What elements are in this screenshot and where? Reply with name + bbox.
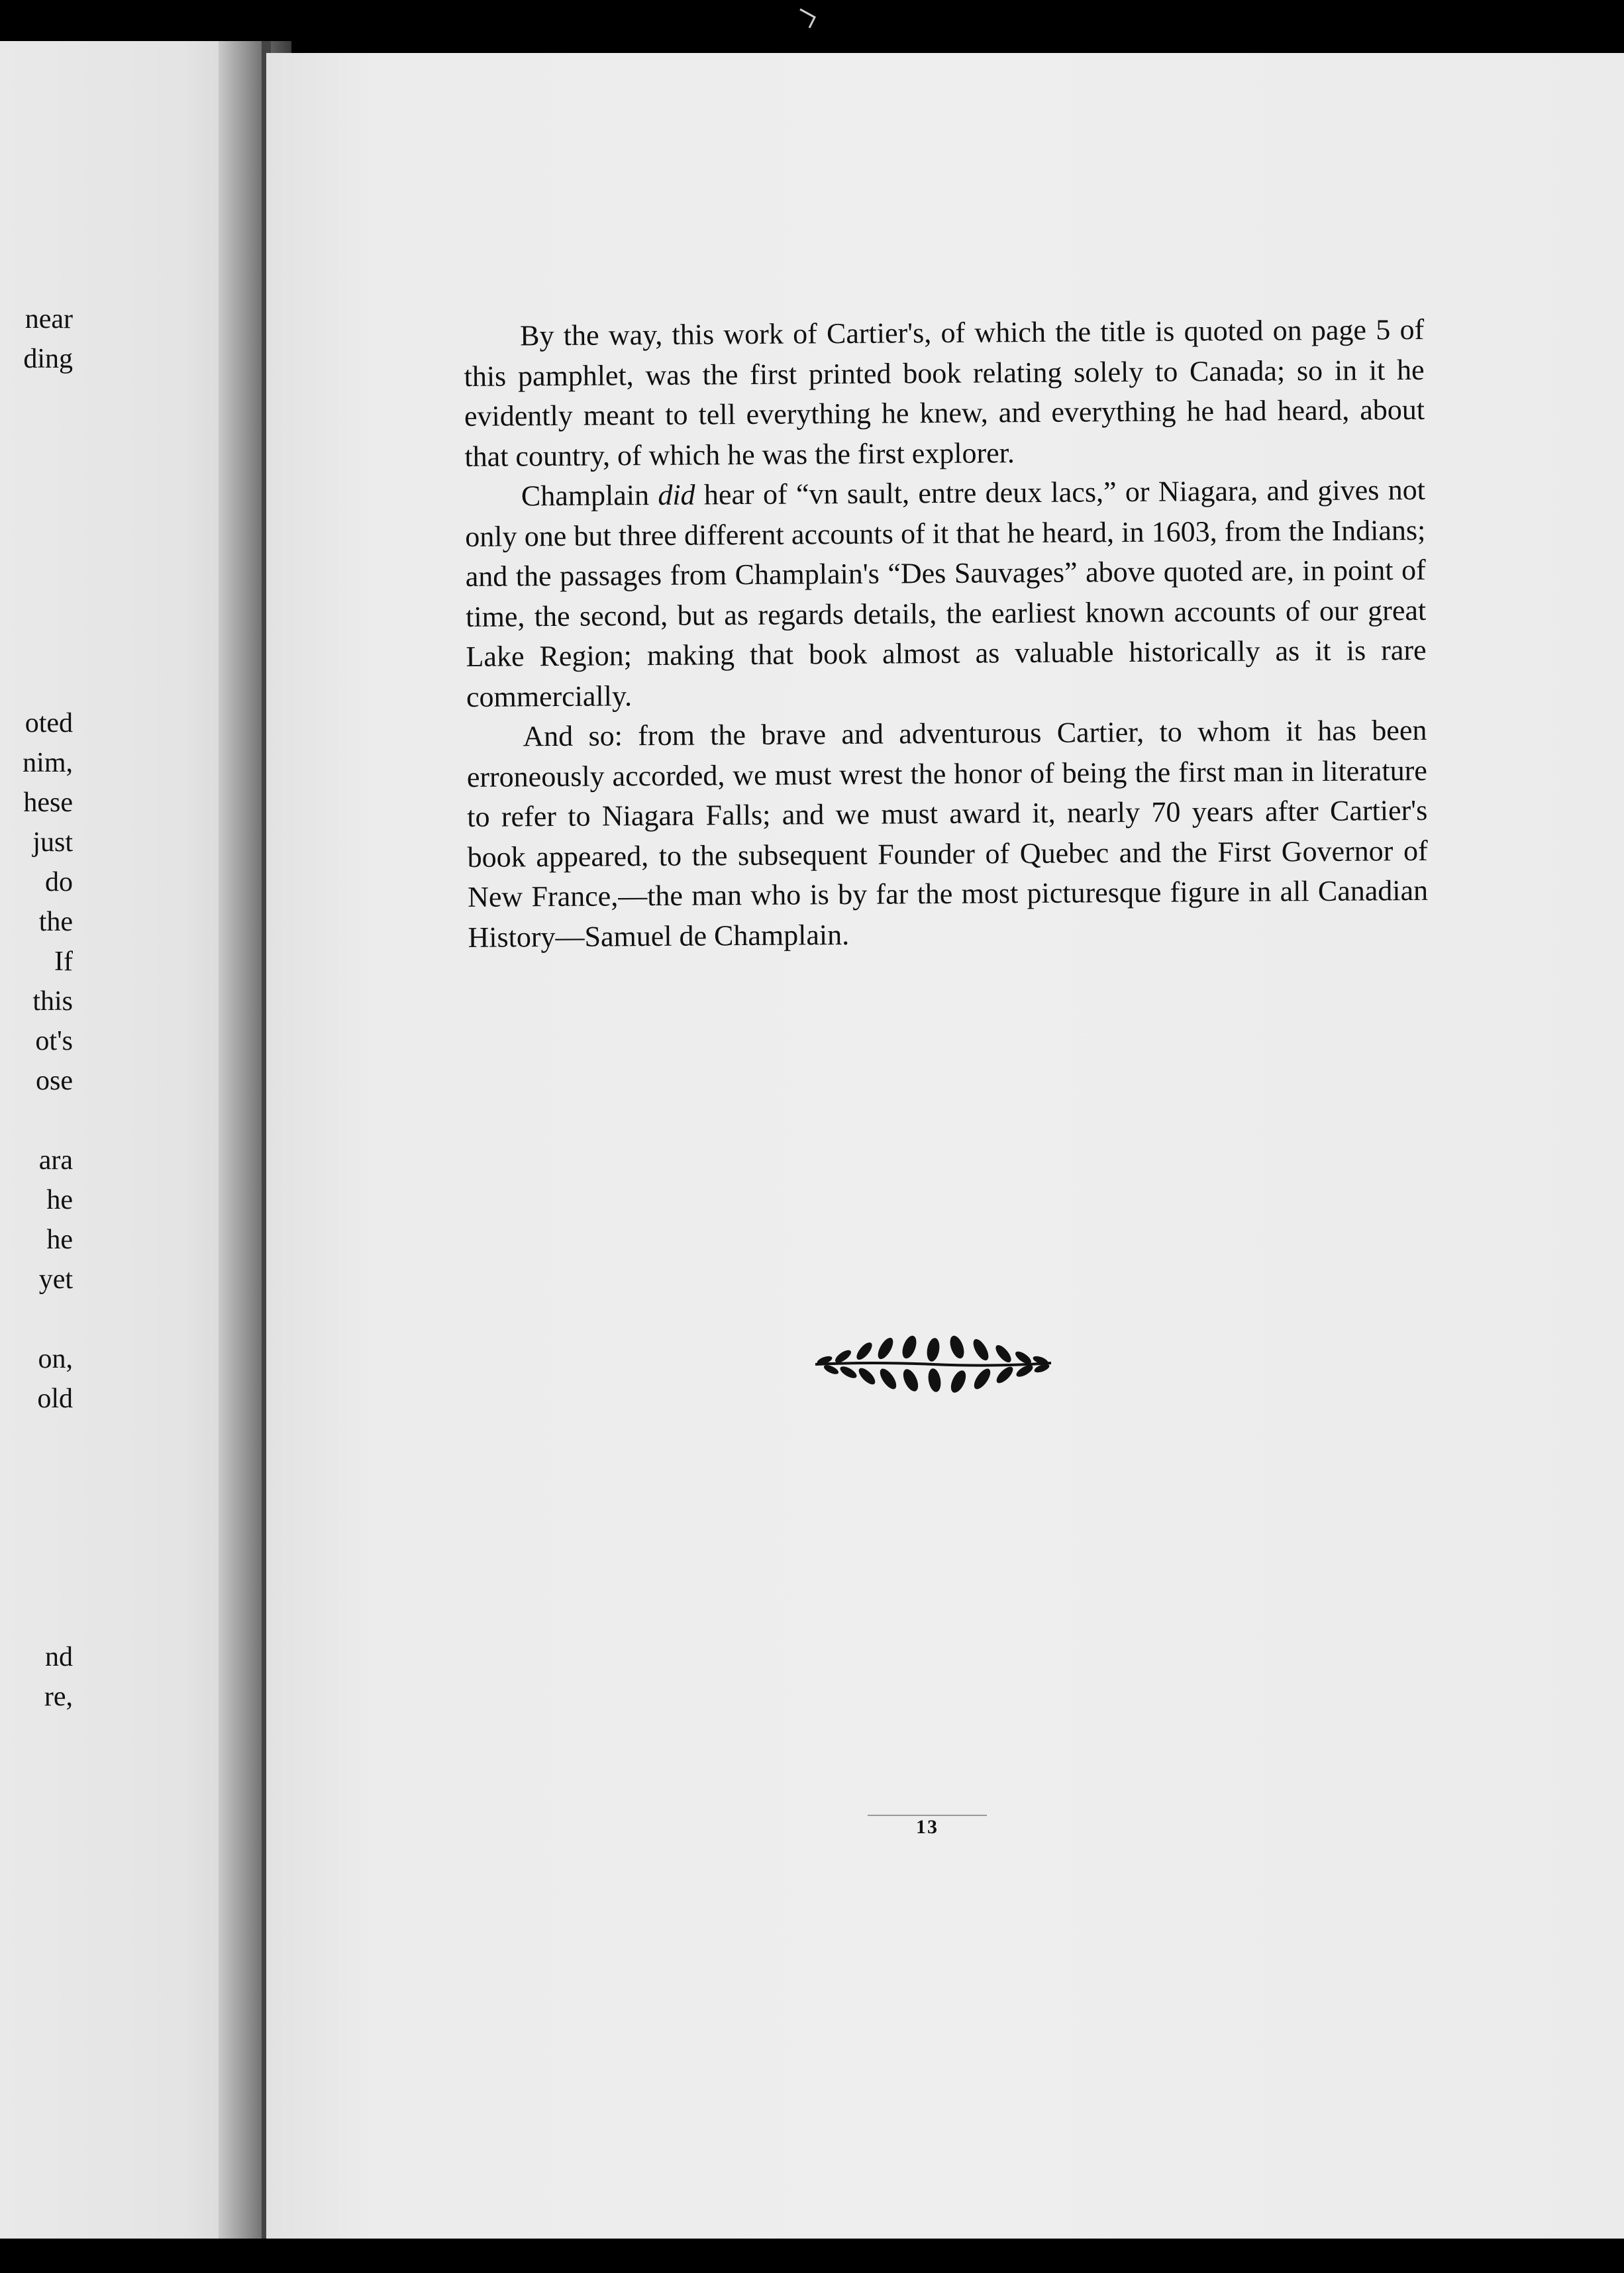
left-fragment: If	[54, 946, 73, 977]
left-fragment: on,	[38, 1344, 73, 1374]
paragraph-lead: Champlain	[521, 478, 658, 513]
left-fragment: yet	[38, 1264, 73, 1295]
paragraph: By the way, this work of Cartier's, of which the title is quoted on page 5 of this pamphlet, was the first printed book relating solely to Canada; so in it he evidently meant to tell everything he knew, and everything he had heard, about that country, of which he was the first explorer.	[464, 313, 1425, 473]
left-fragment: nd	[45, 1642, 73, 1672]
paragraph-rest: hear of “vn sault, entre deux lacs,” or Niagara, and gives not only one but three different accounts of it that he heard, in 1603, from the Indians; and the passages from Champlain's “Des Sauvages” above quoted are, in point of time, the second, but as regards details, the earliest known accounts of our great Lake Region; making that book almost as valuable historically as it is rare commercially.	[465, 473, 1427, 713]
left-fragment: ding	[23, 344, 73, 374]
left-page-text-fragments	[0, 0, 73, 2273]
left-fragment: hese	[23, 787, 73, 818]
left-fragment: just	[32, 827, 73, 858]
left-fragment: he	[46, 1225, 73, 1255]
left-fragment: do	[45, 867, 73, 897]
left-fragment: he	[46, 1185, 73, 1215]
page-number: 13	[916, 1816, 939, 1838]
left-fragment: ot's	[35, 1026, 73, 1056]
left-fragment: oted	[25, 708, 73, 738]
scan-mark-icon	[795, 5, 821, 32]
left-fragment: ose	[36, 1066, 73, 1096]
left-fragment: this	[32, 986, 73, 1017]
left-fragment: near	[25, 304, 73, 334]
emphasis: did	[658, 478, 695, 511]
body-text	[464, 310, 1429, 958]
scan-bottom-border	[0, 2239, 1624, 2273]
left-fragment: ara	[38, 1145, 73, 1176]
left-fragment: nim,	[23, 748, 73, 778]
leaf-sprig-ornament-icon	[811, 1330, 1055, 1396]
paragraph: And so: from the brave and adventurous Cartier, to whom it has been erroneously accorded, we must wrest the honor of being the first man in literature to refer to Niagara Falls; and we must award it, nearly 70 years after Cartier's book appeared, to the subsequent Founder of Quebec and the First Governor of New France,—the man who is by far the most picturesque figure in all Canadian History—Samuel de Champlain.	[466, 713, 1429, 954]
left-fragment: old	[37, 1384, 73, 1414]
paragraph	[465, 470, 1427, 717]
left-fragment: re,	[44, 1682, 73, 1712]
left-fragment: the	[38, 907, 73, 937]
